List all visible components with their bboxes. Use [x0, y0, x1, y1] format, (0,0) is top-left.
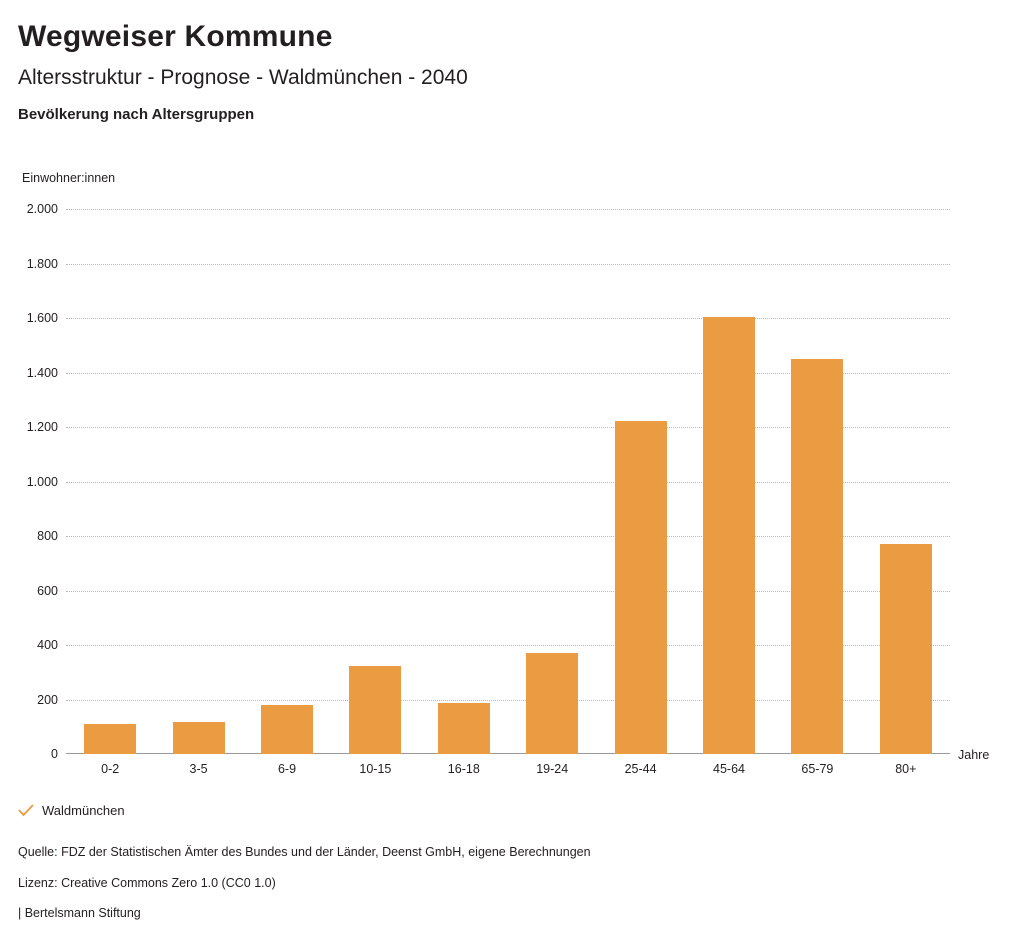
check-mark-icon [18, 804, 34, 818]
y-axis-tick-label: 200 [37, 692, 58, 707]
x-axis-tick-label: 16-18 [447, 762, 480, 776]
license-note: Lizenz: Creative Commons Zero 1.0 (CC0 1.0) [18, 876, 276, 890]
y-axis-tick-label: 400 [37, 638, 58, 652]
x-axis-tick-label: 80+ [895, 762, 917, 776]
bar[interactable] [84, 724, 136, 754]
y-axis-tick-labels [0, 202, 58, 761]
x-axis-tick-label: 10-15 [359, 762, 392, 776]
bar[interactable] [173, 722, 225, 754]
x-axis-tick-labels [66, 762, 950, 782]
x-axis-tick-label: 6-9 [277, 762, 297, 776]
legend-entry-label: Waldmünchen [42, 803, 125, 818]
bar[interactable] [880, 544, 932, 754]
bar[interactable] [703, 317, 755, 754]
bar[interactable] [791, 359, 843, 754]
bar-series-waldmuenchen [66, 209, 950, 754]
y-axis-tick-label: 1.600 [26, 311, 58, 325]
x-axis-title: Jahre [958, 748, 990, 762]
bar[interactable] [615, 421, 667, 754]
y-axis-tick-label: 1.800 [26, 256, 58, 271]
x-axis-tick-label: 3-5 [189, 762, 208, 776]
y-axis-tick-label: 2.000 [26, 202, 58, 216]
bar[interactable] [349, 666, 401, 754]
y-axis-tick-label: 800 [37, 529, 58, 543]
bar[interactable] [438, 703, 490, 754]
x-axis-tick-label: 25-44 [624, 762, 657, 776]
page-title: Wegweiser Kommune [18, 20, 333, 53]
x-axis-tick-label: 45-64 [713, 762, 745, 776]
bar[interactable] [261, 705, 313, 754]
source-note: Quelle: FDZ der Statistischen Ämter des Bundes und der Länder, Deenst GmbH, eigene Berechnungen [18, 845, 591, 859]
bar[interactable] [526, 653, 578, 754]
chart-subtitle: Altersstruktur - Prognose - Waldmünchen - 2040 [18, 66, 468, 89]
y-axis-tick-label: 600 [37, 583, 58, 598]
y-axis-tick-label: 1.000 [26, 474, 58, 489]
publisher-note: | Bertelsmann Stiftung [18, 906, 141, 920]
y-axis-unit-label: Einwohner:innen [22, 171, 116, 185]
x-axis-tick-label: 0-2 [101, 762, 120, 776]
y-axis-tick-label: 1.200 [26, 420, 58, 434]
x-axis-tick-label: 19-24 [536, 762, 569, 776]
x-axis-tick-label: 65-79 [801, 762, 834, 776]
chart-section-title: Bevölkerung nach Altersgruppen [18, 106, 255, 123]
y-axis-tick-label: 1.400 [26, 365, 58, 380]
y-axis-tick-label: 0 [51, 747, 58, 761]
chart-legend[interactable] [18, 803, 125, 818]
